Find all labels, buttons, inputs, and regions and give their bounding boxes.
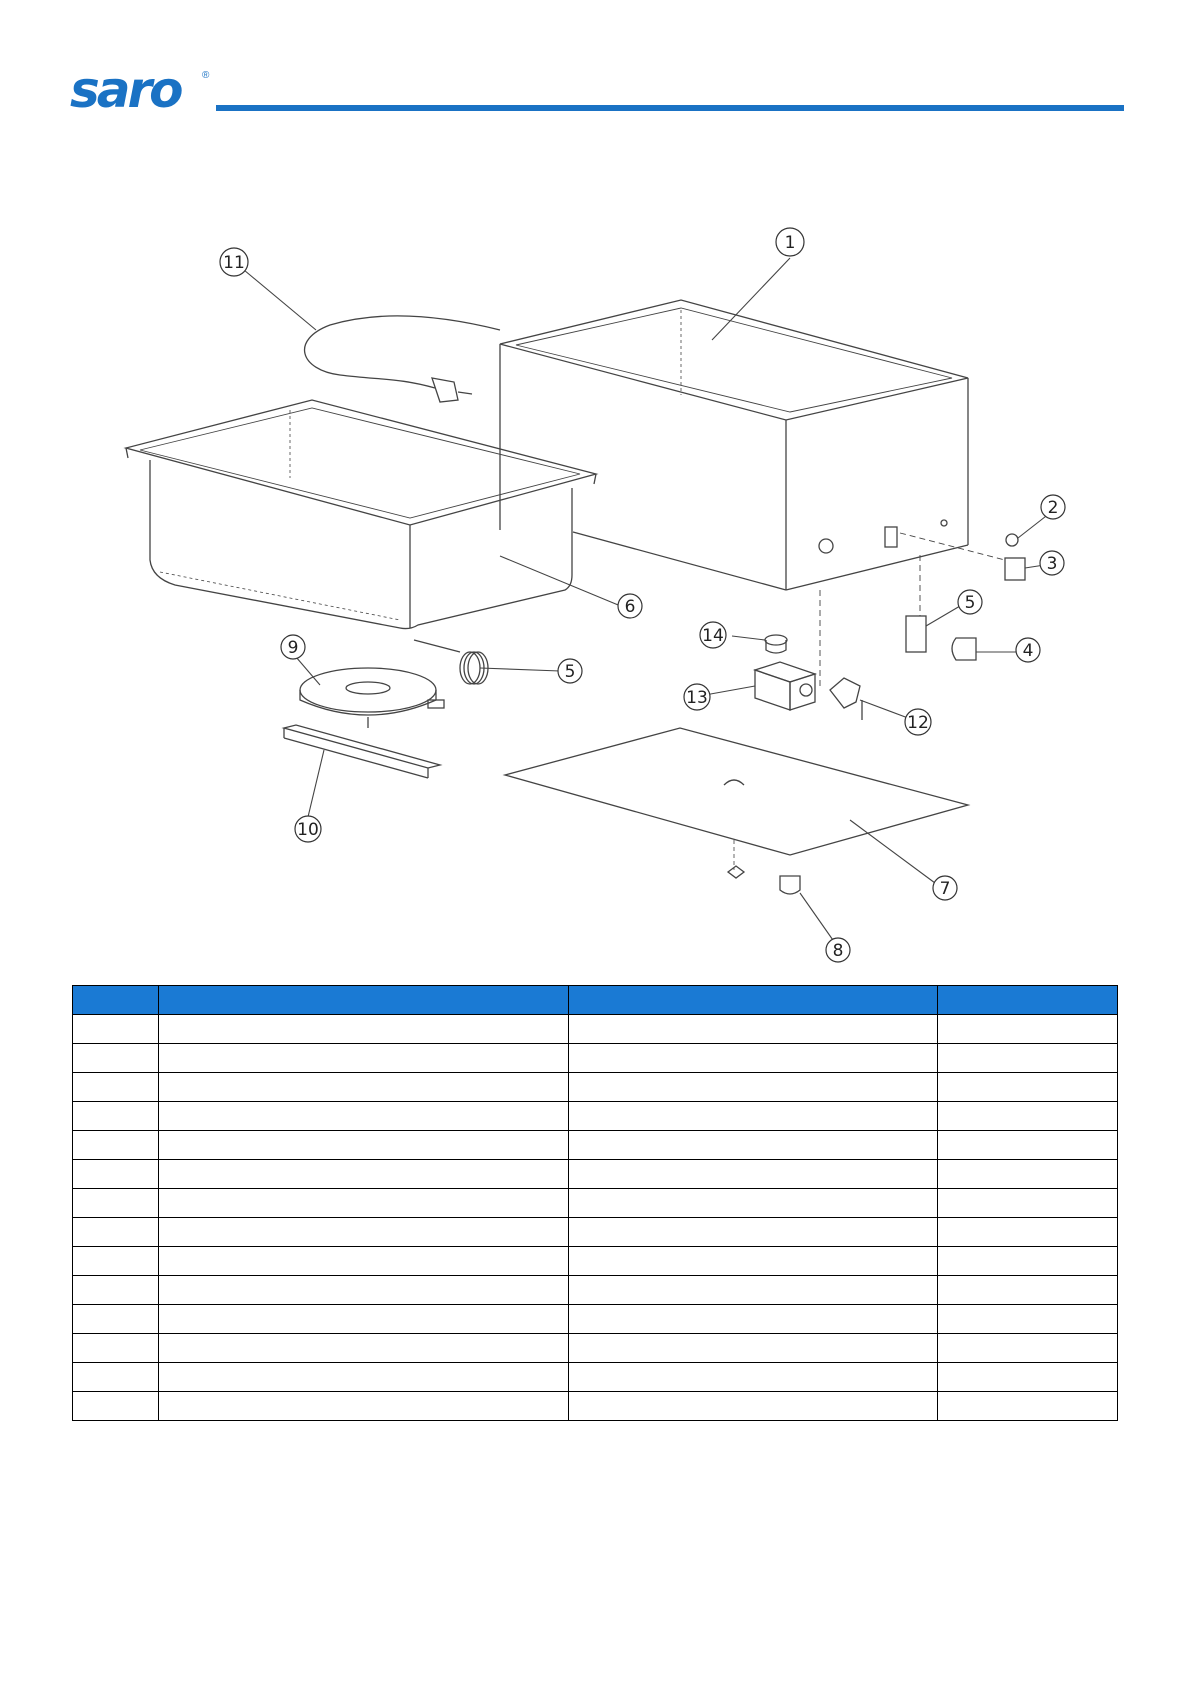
table-cell (569, 1015, 938, 1044)
callout-6: 6 (624, 597, 636, 617)
table-cell (938, 1044, 1118, 1073)
table-cell (159, 1334, 569, 1363)
table-cell (73, 1276, 159, 1305)
callout-7: 7 (939, 879, 951, 899)
table-row (73, 1160, 1118, 1189)
column-header (938, 986, 1118, 1015)
table-row (73, 1131, 1118, 1160)
table-cell (159, 1392, 569, 1421)
table-cell (569, 1392, 938, 1421)
base-plate-part (505, 728, 968, 894)
table-cell (73, 1131, 159, 1160)
table-cell (159, 1305, 569, 1334)
table-cell (73, 1363, 159, 1392)
table-cell (73, 1073, 159, 1102)
callout-1: 1 (784, 233, 796, 253)
parts-table-body (73, 1015, 1118, 1421)
parts-table (72, 985, 1118, 1421)
table-cell (73, 1247, 159, 1276)
table-row (73, 1015, 1118, 1044)
table-cell (569, 1131, 938, 1160)
table-cell (159, 1160, 569, 1189)
table-cell (938, 1363, 1118, 1392)
table-cell (73, 1015, 159, 1044)
table-row (73, 1305, 1118, 1334)
table-cell (569, 1073, 938, 1102)
table-cell (938, 1247, 1118, 1276)
table-cell (159, 1189, 569, 1218)
table-cell (159, 1044, 569, 1073)
support-bar-part (284, 725, 440, 778)
callout-13: 13 (686, 688, 708, 708)
callout-14: 14 (702, 626, 724, 646)
valve-block-part (755, 635, 862, 720)
table-cell (569, 1160, 938, 1189)
table-cell (938, 1015, 1118, 1044)
table-cell (159, 1276, 569, 1305)
callout-12: 12 (907, 713, 929, 733)
table-cell (569, 1276, 938, 1305)
logo-wordmark: saro (70, 61, 181, 119)
table-row (73, 1276, 1118, 1305)
callout-5a: 5 (964, 593, 976, 613)
housing-part (500, 300, 968, 590)
column-header (73, 986, 159, 1015)
logo-registered-mark: ® (202, 70, 210, 81)
heating-plate-part (300, 668, 444, 728)
callout-8: 8 (832, 941, 844, 961)
table-cell (569, 1334, 938, 1363)
table-cell (159, 1247, 569, 1276)
table-cell (73, 1102, 159, 1131)
table-cell (159, 1073, 569, 1102)
table-row (73, 1392, 1118, 1421)
callout-3: 3 (1046, 554, 1058, 574)
table-cell (159, 1131, 569, 1160)
table-cell (159, 1102, 569, 1131)
callout-9: 9 (287, 638, 299, 658)
column-header (159, 986, 569, 1015)
power-cord-part (305, 316, 500, 402)
table-cell (73, 1392, 159, 1421)
table-row (73, 1044, 1118, 1073)
table-cell (938, 1189, 1118, 1218)
table-cell (73, 1189, 159, 1218)
container-part (126, 400, 596, 629)
table-cell (159, 1218, 569, 1247)
table-cell (569, 1218, 938, 1247)
table-cell (73, 1044, 159, 1073)
table-cell (569, 1044, 938, 1073)
table-cell (938, 1305, 1118, 1334)
table-cell (569, 1305, 938, 1334)
callout-10: 10 (297, 820, 319, 840)
table-cell (938, 1131, 1118, 1160)
callout-5b: 5 (564, 662, 576, 682)
table-row (73, 1247, 1118, 1276)
table-cell (159, 1363, 569, 1392)
callout-leaders (244, 258, 1051, 943)
table-cell (73, 1160, 159, 1189)
table-cell (73, 1305, 159, 1334)
table-row (73, 1073, 1118, 1102)
table-row (73, 1102, 1118, 1131)
table-cell (938, 1334, 1118, 1363)
table-row (73, 1363, 1118, 1392)
table-cell (569, 1189, 938, 1218)
table-row (73, 1334, 1118, 1363)
callout-2: 2 (1047, 498, 1059, 518)
table-cell (73, 1334, 159, 1363)
table-cell (938, 1160, 1118, 1189)
table-cell (938, 1218, 1118, 1247)
table-cell (569, 1363, 938, 1392)
callout-4: 4 (1022, 641, 1034, 661)
table-header-row (73, 986, 1118, 1015)
table-cell (938, 1392, 1118, 1421)
table-row (73, 1189, 1118, 1218)
table-cell (73, 1218, 159, 1247)
column-header (569, 986, 938, 1015)
table-row (73, 1218, 1118, 1247)
callout-11: 11 (223, 253, 245, 273)
table-cell (569, 1102, 938, 1131)
table-cell (938, 1073, 1118, 1102)
table-cell (569, 1247, 938, 1276)
table-cell (938, 1102, 1118, 1131)
table-cell (938, 1276, 1118, 1305)
table-cell (159, 1015, 569, 1044)
